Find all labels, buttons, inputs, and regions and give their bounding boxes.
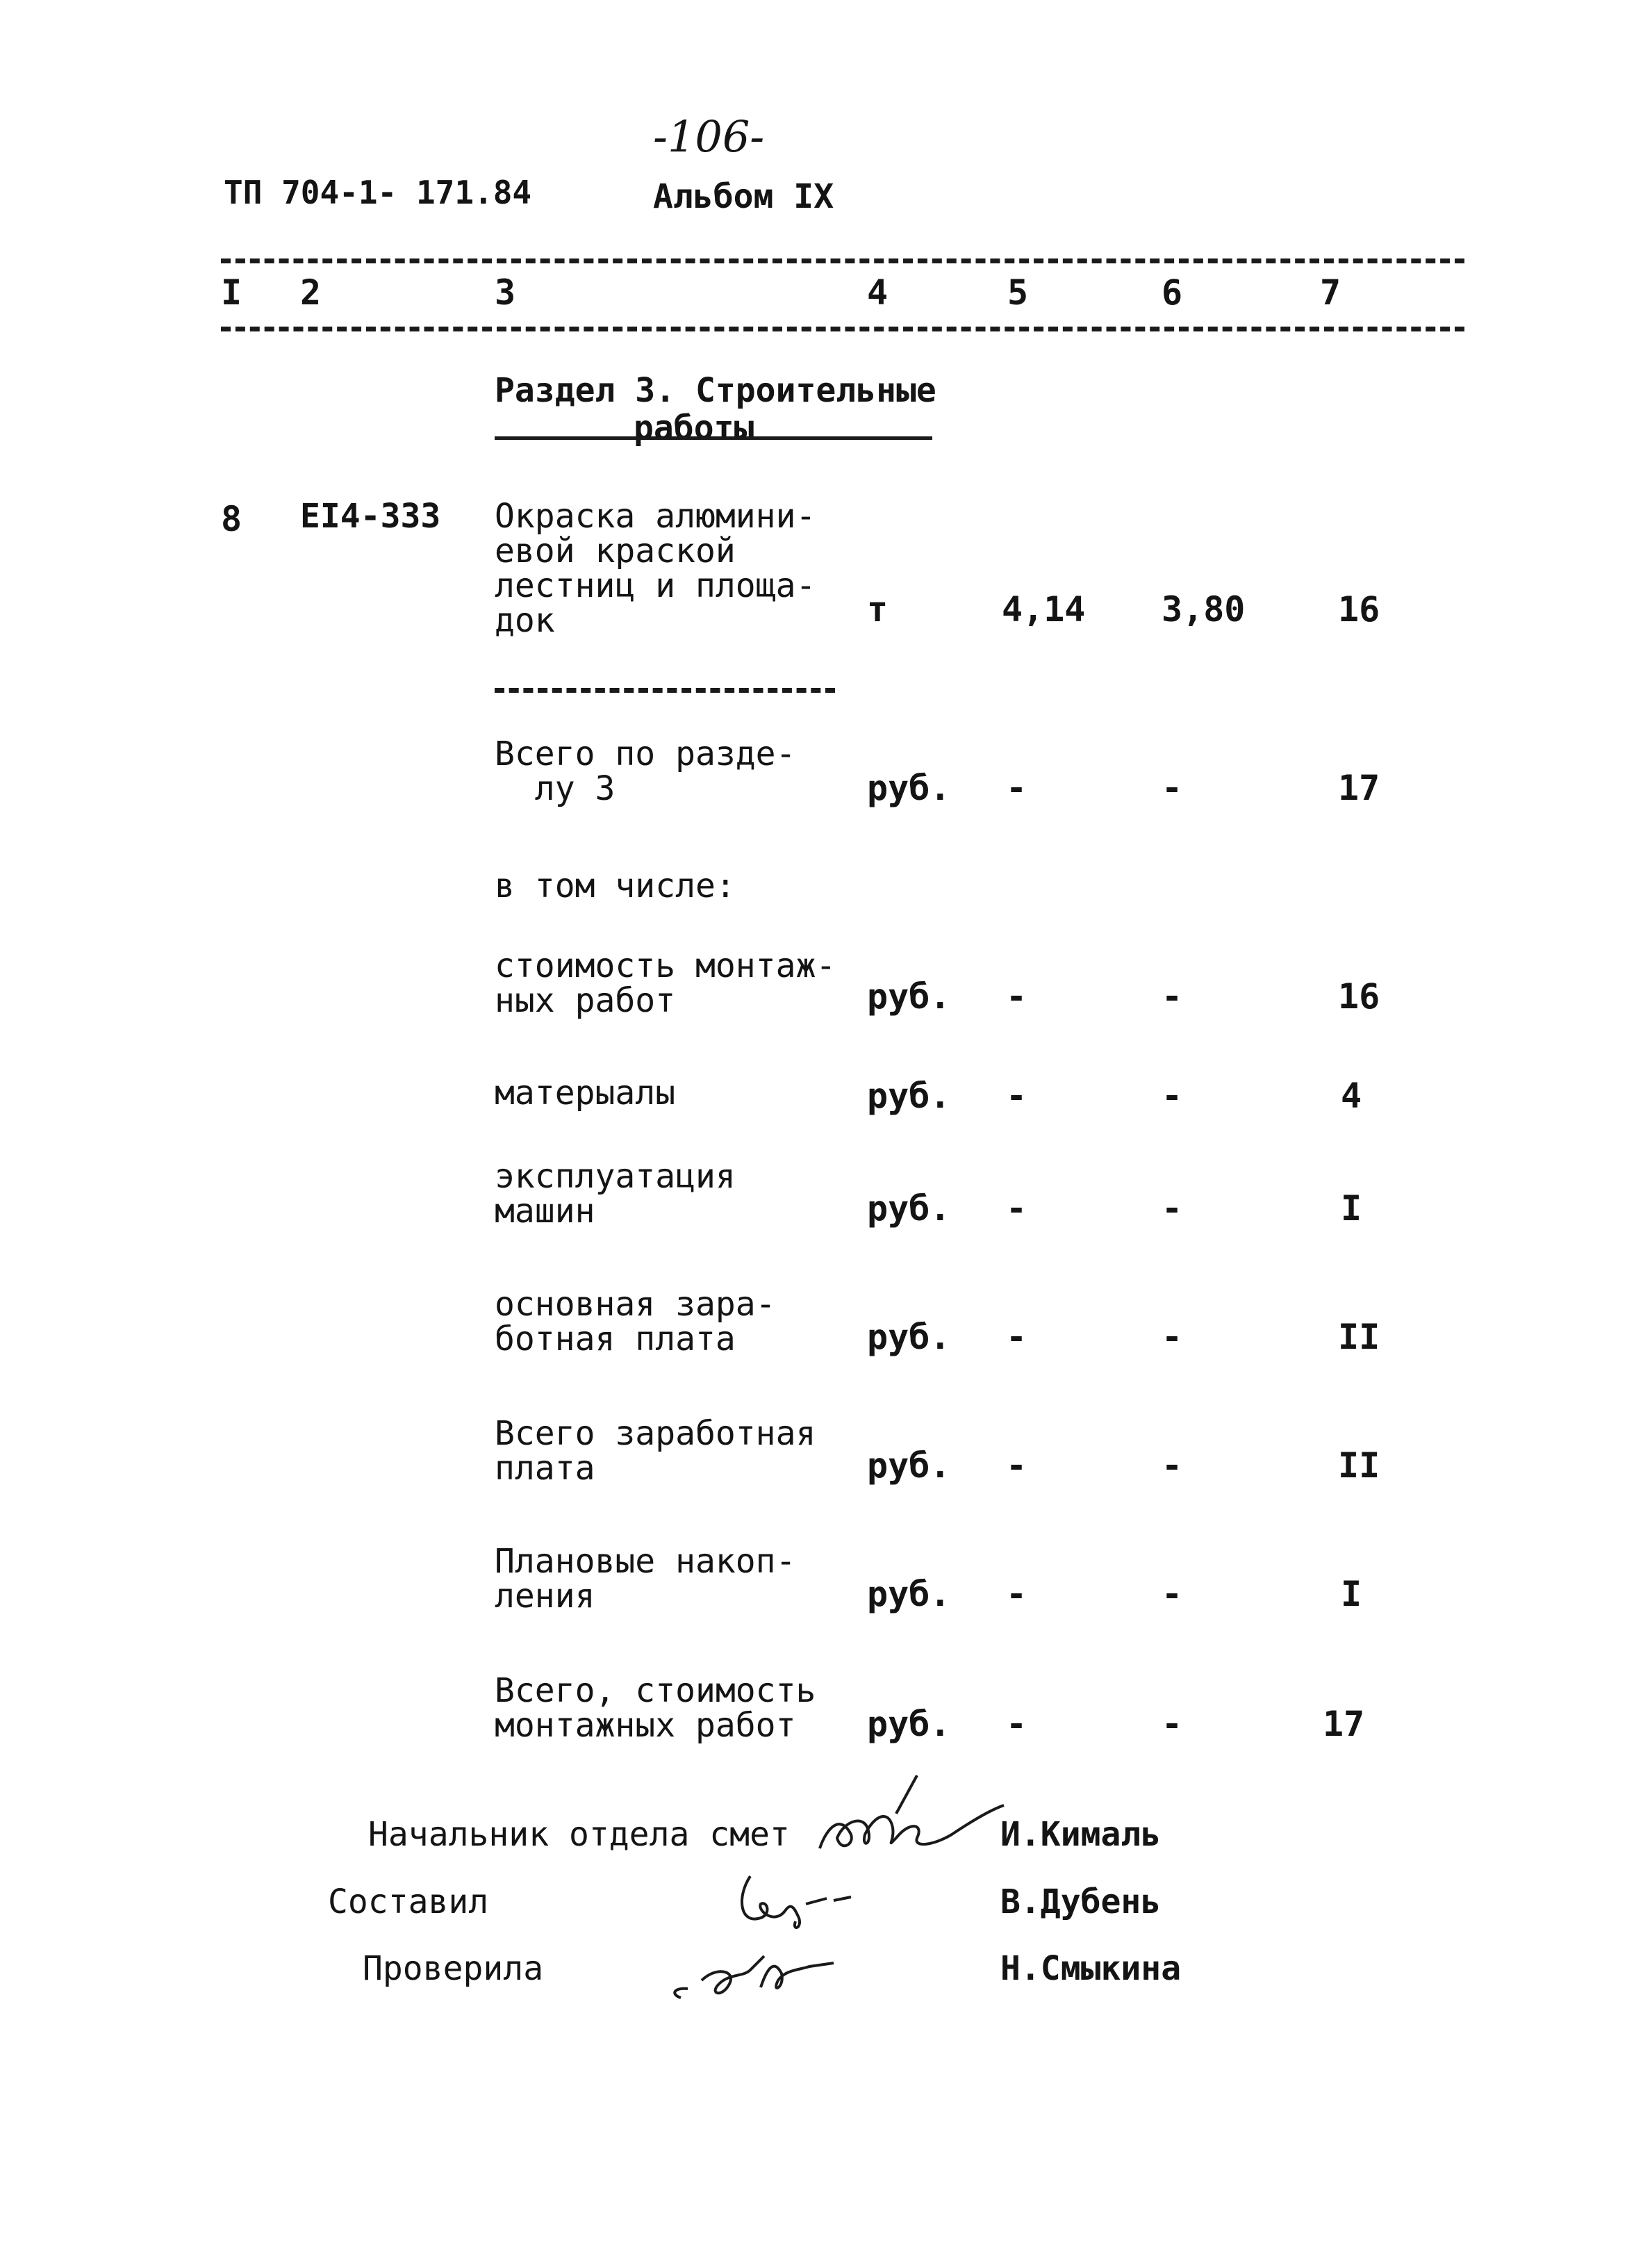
row-unit: руб. bbox=[867, 1076, 951, 1116]
signature-role: Проверила bbox=[363, 1949, 544, 1988]
row-total: 16 bbox=[1338, 589, 1380, 630]
col-3-header: 3 bbox=[495, 272, 516, 313]
row-name bbox=[495, 1287, 776, 1356]
row-total: I bbox=[1341, 1188, 1362, 1229]
row-price: - bbox=[1162, 976, 1183, 1017]
row-price: - bbox=[1162, 1188, 1183, 1229]
row-total: II bbox=[1338, 1445, 1380, 1486]
row-name-line: матерыалы bbox=[495, 1074, 676, 1113]
row-price: - bbox=[1162, 1574, 1183, 1614]
row-name-line: Всего по разде- bbox=[495, 734, 796, 773]
row-name bbox=[495, 1544, 795, 1614]
row-number: 8 bbox=[221, 499, 242, 539]
row-price: - bbox=[1162, 1704, 1183, 1744]
section-title-text: работы bbox=[634, 409, 754, 448]
row-name-line: стоимость монтаж- bbox=[495, 946, 836, 985]
row-total: 4 bbox=[1341, 1076, 1362, 1116]
row-name bbox=[495, 946, 836, 1020]
signature-name: И.Кималь bbox=[1000, 1815, 1162, 1854]
section-title bbox=[495, 372, 936, 447]
row-qty: - bbox=[1006, 1076, 1027, 1116]
row-name-line: Окраска алюмини- bbox=[495, 497, 816, 536]
row-name-line: основная зара- bbox=[495, 1285, 776, 1324]
signature-name: В.Дубень bbox=[1000, 1882, 1162, 1921]
row-unit: руб. bbox=[867, 1317, 951, 1357]
row-name-line: лестниц и площа- bbox=[495, 566, 816, 605]
row-unit: руб. bbox=[867, 1445, 951, 1486]
col-6-header: 6 bbox=[1162, 272, 1183, 313]
signature-mark-checker bbox=[660, 1939, 868, 2018]
row-qty: - bbox=[1006, 1574, 1027, 1614]
row-unit: руб. bbox=[867, 1704, 951, 1744]
signature-role: Составил bbox=[328, 1882, 489, 1921]
signature-mark-head bbox=[813, 1772, 1007, 1872]
col-1-header: I bbox=[221, 272, 242, 313]
row-total: I bbox=[1341, 1574, 1362, 1614]
row-name-line: монтажных работ bbox=[495, 1706, 796, 1745]
row-name-line: ботная плата bbox=[495, 1320, 736, 1358]
signature-mark-compiler bbox=[729, 1862, 854, 1941]
row-unit: т bbox=[867, 589, 889, 630]
row-name-line: ления bbox=[495, 1577, 595, 1616]
row-qty: - bbox=[1006, 768, 1027, 808]
signature-name: Н.Смыкина bbox=[1000, 1949, 1182, 1988]
row-qty: - bbox=[1006, 976, 1027, 1017]
row-name-line: Всего заработная bbox=[495, 1414, 816, 1453]
row-unit: руб. bbox=[867, 976, 951, 1017]
row-name bbox=[495, 734, 796, 808]
section-title-text: Раздел 3. Строительные bbox=[495, 371, 936, 410]
row-name-line: эксплуатация bbox=[495, 1157, 736, 1196]
row-price: - bbox=[1162, 1076, 1183, 1116]
row-name bbox=[495, 1074, 676, 1113]
row-total: 16 bbox=[1338, 976, 1380, 1017]
row-name-line: Плановые накоп- bbox=[495, 1542, 796, 1581]
row-qty: 4,14 bbox=[1002, 589, 1086, 630]
row-name bbox=[495, 1416, 816, 1486]
row-price: 3,80 bbox=[1162, 589, 1246, 630]
col-7-header: 7 bbox=[1320, 272, 1341, 313]
doc-code: ТП 704-1- 171.84 bbox=[224, 174, 532, 211]
row-price: - bbox=[1162, 1445, 1183, 1486]
row-qty: - bbox=[1006, 1317, 1027, 1357]
row-name-line: ных работ bbox=[495, 981, 676, 1020]
row-qty: - bbox=[1006, 1188, 1027, 1229]
row-name-line: евой краской bbox=[495, 532, 736, 570]
row-total: 17 bbox=[1323, 1704, 1365, 1744]
row-name-line: плата bbox=[495, 1449, 595, 1488]
row-name bbox=[495, 1159, 736, 1229]
row-name-line: Всего, стоимость bbox=[495, 1671, 816, 1710]
col-2-header: 2 bbox=[300, 272, 322, 313]
row-separator bbox=[495, 688, 835, 693]
col-4-header: 4 bbox=[867, 272, 889, 313]
page-number: -106- bbox=[653, 111, 765, 162]
header-bottom-rule bbox=[221, 327, 1464, 331]
header-top-rule bbox=[221, 258, 1464, 263]
row-unit: руб. bbox=[867, 768, 951, 808]
row-name-line: лу 3 bbox=[495, 769, 616, 808]
row-name: в том числе: bbox=[495, 867, 736, 905]
album-label: Альбом IX bbox=[653, 177, 834, 216]
section-title-underline bbox=[495, 436, 932, 440]
row-name-line: док bbox=[495, 601, 555, 640]
row-total: 17 bbox=[1338, 768, 1380, 808]
row-qty: - bbox=[1006, 1704, 1027, 1744]
row-price: - bbox=[1162, 1317, 1183, 1357]
row-price: - bbox=[1162, 768, 1183, 808]
row-total: II bbox=[1338, 1317, 1380, 1357]
row-name-line: машин bbox=[495, 1192, 595, 1231]
row-unit: руб. bbox=[867, 1574, 951, 1614]
row-unit: руб. bbox=[867, 1188, 951, 1229]
row-name bbox=[495, 499, 816, 638]
row-code: EI4-333 bbox=[300, 497, 441, 536]
col-5-header: 5 bbox=[1007, 272, 1029, 313]
row-name bbox=[495, 1673, 816, 1743]
row-qty: - bbox=[1006, 1445, 1027, 1486]
signature-role: Начальник отдела смет bbox=[368, 1815, 790, 1854]
